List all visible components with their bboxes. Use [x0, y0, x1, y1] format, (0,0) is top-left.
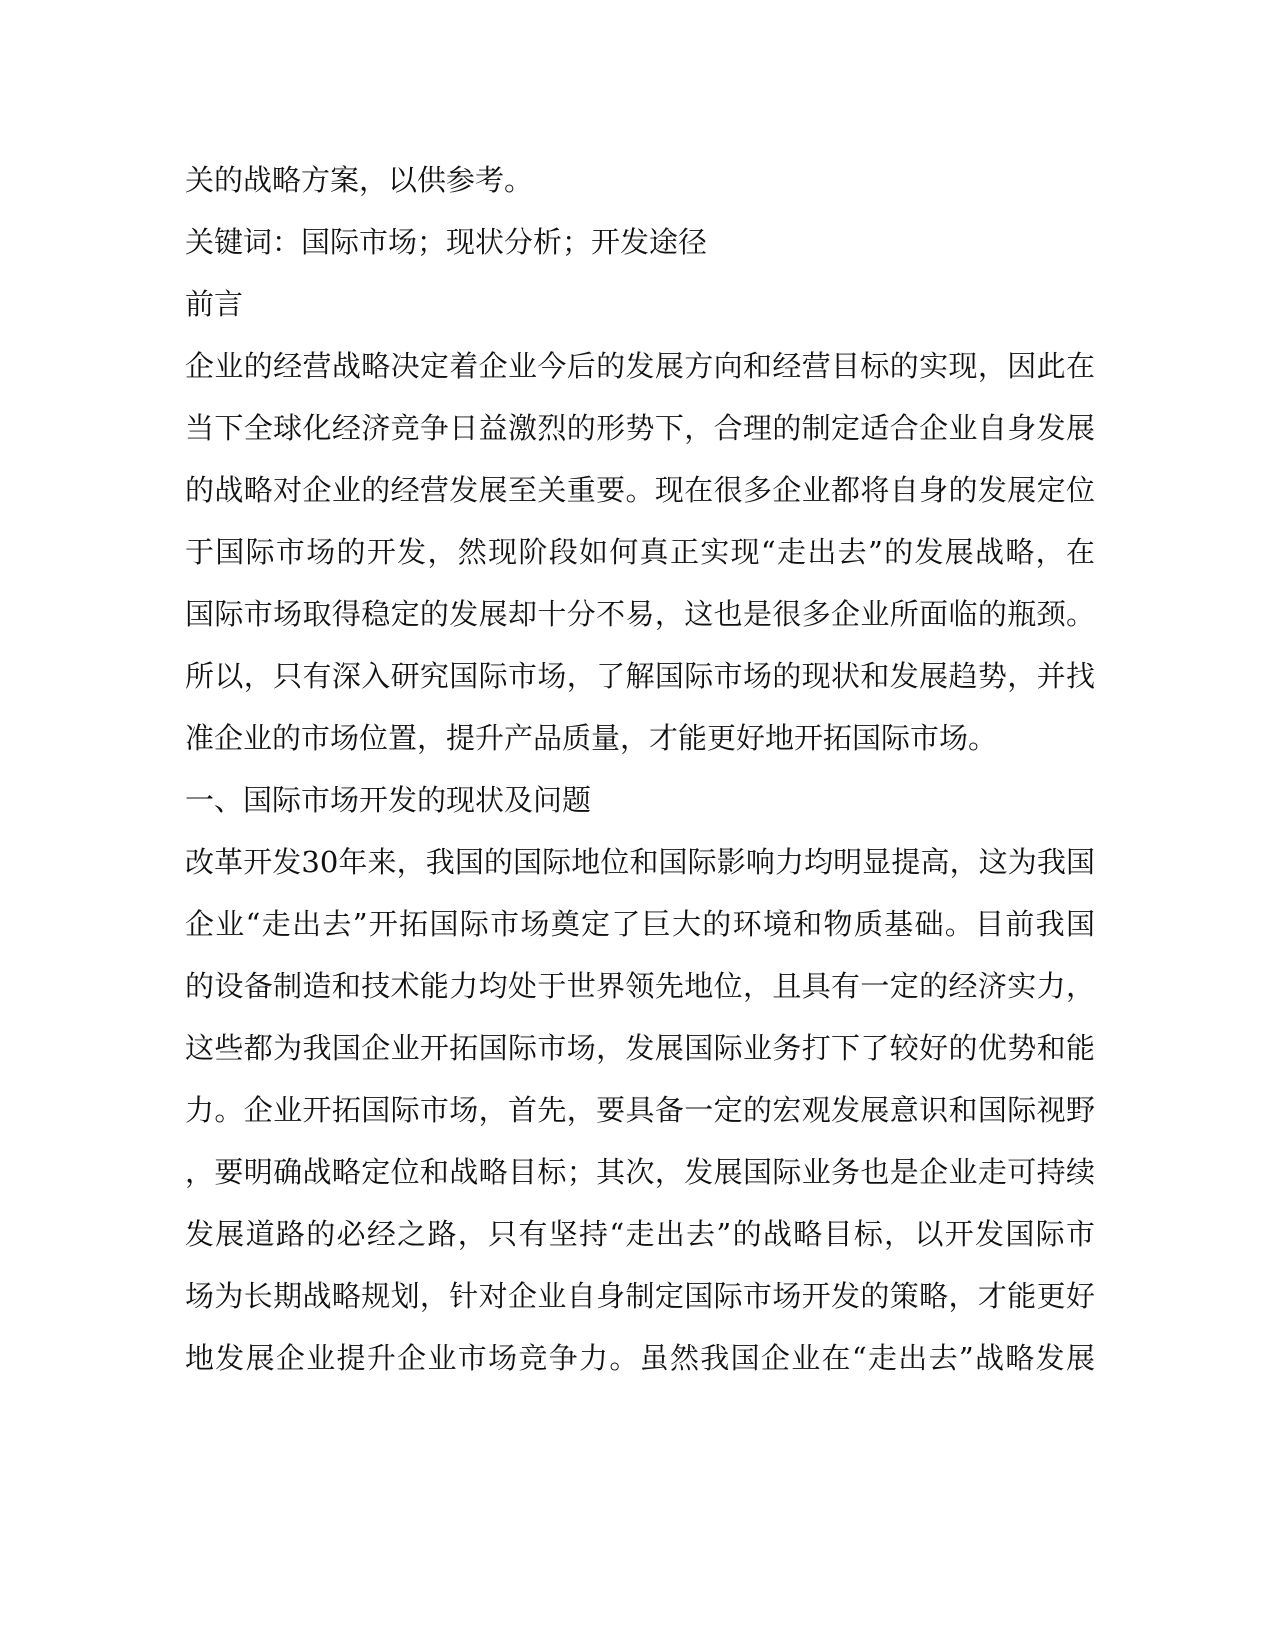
- paragraph-line: 改革开发30年来，我国的国际地位和国际影响力均明显提高，这为我国: [185, 845, 1095, 879]
- paragraph-line: ，要明确战略定位和战略目标；其次，发展国际业务也是企业走可持续: [185, 1155, 1095, 1189]
- paragraph-line: 准企业的市场位置，提升产品质量，才能更好地开拓国际市场。: [185, 721, 998, 755]
- paragraph-line: 于国际市场的开发，然现阶段如何真正实现“走出去”的发展战略，在: [185, 535, 1095, 569]
- paragraph-line: 地发展企业提升企业市场竞争力。虽然我国企业在“走出去”战略发展: [185, 1341, 1095, 1375]
- section-heading-preface: 前言: [185, 287, 244, 321]
- paragraph-line: 的战略对企业的经营发展至关重要。现在很多企业都将自身的发展定位: [185, 473, 1095, 507]
- keywords-line: 关键词：国际市场；现状分析；开发途径: [185, 225, 708, 259]
- paragraph-line: 当下全球化经济竞争日益激烈的形势下，合理的制定适合企业自身发展: [185, 411, 1095, 445]
- paragraph-line: 的设备制造和技术能力均处于世界领先地位，且具有一定的经济实力，: [185, 969, 1095, 1003]
- paragraph-line: 企业的经营战略决定着企业今后的发展方向和经营目标的实现，因此在: [185, 349, 1095, 383]
- paragraph-line: 所以，只有深入研究国际市场，了解国际市场的现状和发展趋势，并找: [185, 659, 1095, 693]
- section-heading-1: 一、国际市场开发的现状及问题: [185, 783, 592, 817]
- paragraph-line: 这些都为我国企业开拓国际市场，发展国际业务打下了较好的优势和能: [185, 1031, 1095, 1065]
- paragraph-line: 场为长期战略规划，针对企业自身制定国际市场开发的策略，才能更好: [185, 1279, 1095, 1313]
- paragraph-line: 发展道路的必经之路，只有坚持“走出去”的战略目标，以开发国际市: [185, 1217, 1095, 1251]
- paragraph-line: 力。企业开拓国际市场，首先，要具备一定的宏观发展意识和国际视野: [185, 1093, 1095, 1127]
- text-line-1: 关的战略方案，以供参考。: [185, 163, 534, 197]
- paragraph-line: 国际市场取得稳定的发展却十分不易，这也是很多企业所面临的瓶颈。: [185, 597, 1095, 631]
- paragraph-line: 企业“走出去”开拓国际市场奠定了巨大的环境和物质基础。目前我国: [185, 907, 1095, 941]
